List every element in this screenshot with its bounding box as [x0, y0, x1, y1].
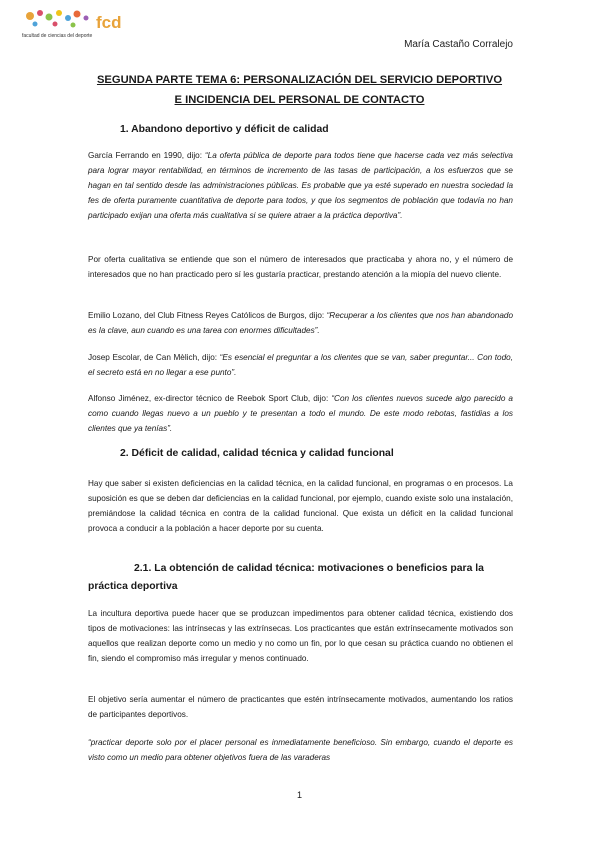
logo-mark: fcd: [96, 13, 122, 32]
paragraph-quote-practicar: “practicar deporte solo por el placer personal es inmediatamente beneficioso. Sin embargo, cuando el deporte es visto como un medio para obtener objetivos fuera de las varaderas: [88, 738, 513, 762]
faculty-logo: [12, 4, 124, 46]
section-heading-2: 2. Déficit de calidad, calidad técnica y calidad funcional: [120, 448, 394, 459]
paragraph-quote: “Recuperar a los clientes que nos han abandonado es la clave, aun cuando es una tarea con enormes dificultades”.: [88, 311, 513, 335]
paragraph-lead: Josep Escolar, de Can Mèlich, dijo:: [88, 353, 220, 362]
paragraph-quote: “La oferta pública de deporte para todos tiene que hacerse cada vez más selectiva para lograr mayor rentabilidad, en términos de incremento de las tasas de participación, a los esfuerzos que se hagan en tal sentido desde las administraciones públicas. Es probable que ya esté superado en nuestra sociedad la fes de oferta puramente cuantitativa de deporte para todos, y que los segmentos de población que todavía no han participado exijan una oferta más cualitativa si se quiere atraer a la práctica deportiva”.: [88, 151, 513, 220]
paragraph-garcia-ferrando: [88, 148, 513, 223]
paragraph-emilio-lozano: [88, 308, 513, 338]
paragraph-alfonso-jimenez: [88, 391, 513, 436]
document-title-line-2: E INCIDENCIA DEL PERSONAL DE CONTACTO: [174, 94, 425, 106]
paragraph-lead: García Ferrando en 1990, dijo:: [88, 151, 205, 160]
paragraph-josep-escolar: [88, 350, 513, 380]
document-title-line-1: SEGUNDA PARTE TEMA 6: PERSONALIZACIÓN DEL SERVICIO DEPORTIVO: [96, 74, 503, 86]
paragraph-incultura: La incultura deportiva puede hacer que se produzcan impedimentos para obtener calidad técnica, existiendo dos tipos de motivaciones: las intrínsecas y las extrínsecas. Los practicantes que están extrínsecamente motivados son aquellos que realizan deporte como un medio y no como un fin, por lo que cesan su práctica cuando no obtienen el fin, siendo el compromiso más irregular y menos continuado.: [88, 609, 513, 663]
paragraph-lead: Alfonso Jiménez, ex-director técnico de Reebok Sport Club, dijo:: [88, 394, 332, 403]
paragraph-deficiencias: Hay que saber si existen deficiencias en la calidad técnica, en la calidad funcional, en programas o en procesos. La suposición es que se deben dar deficiencias en la calidad funcional, por ejemplo, cuando existe solo una instalación, premiándose la calidad técnica en contra de la calidad funcional. Que exista un déficit en la calidad funcional provoca a conducir a la población a hacer deporte por su cuenta.: [88, 479, 513, 533]
paragraph-quote: “Con los clientes nuevos sucede algo parecido a como cuando llegas nuevo a un pueblo y te presentan a todo el mundo. De este modo rebotas, fastidias a los clientes que ya tenías”.: [88, 394, 513, 433]
paragraph-oferta-cualitativa: Por oferta cualitativa se entiende que son el número de interesados que practicaba y ahora no, y el número de interesados que no han practicado pero sí les gustaría practicar, prestando atención a la miopía del nuevo cliente.: [88, 255, 513, 279]
paragraph-lead: Emilio Lozano, del Club Fitness Reyes Católicos de Burgos, dijo:: [88, 311, 327, 320]
section-heading-2-1-line-1: 2.1. La obtención de calidad técnica: motivaciones o beneficios para la: [134, 563, 484, 574]
paragraph-objetivo: El objetivo sería aumentar el número de practicantes que estén intrínsecamente motivados, aumentando los ratios de participantes deportivos.: [88, 695, 513, 719]
logo-text: facultad de ciencias del deporte: [22, 33, 93, 39]
paragraph-quote: “Es esencial el preguntar a los clientes que se van, saber preguntar... Con todo, el secreto está en no llegar a ese punto”.: [88, 353, 513, 377]
page-number: 1: [296, 790, 302, 800]
author-name: María Castaño Corralejo: [404, 39, 513, 50]
section-heading-2-1-line-2: práctica deportiva: [88, 581, 178, 592]
section-heading-1: 1. Abandono deportivo y déficit de calidad: [120, 124, 329, 135]
